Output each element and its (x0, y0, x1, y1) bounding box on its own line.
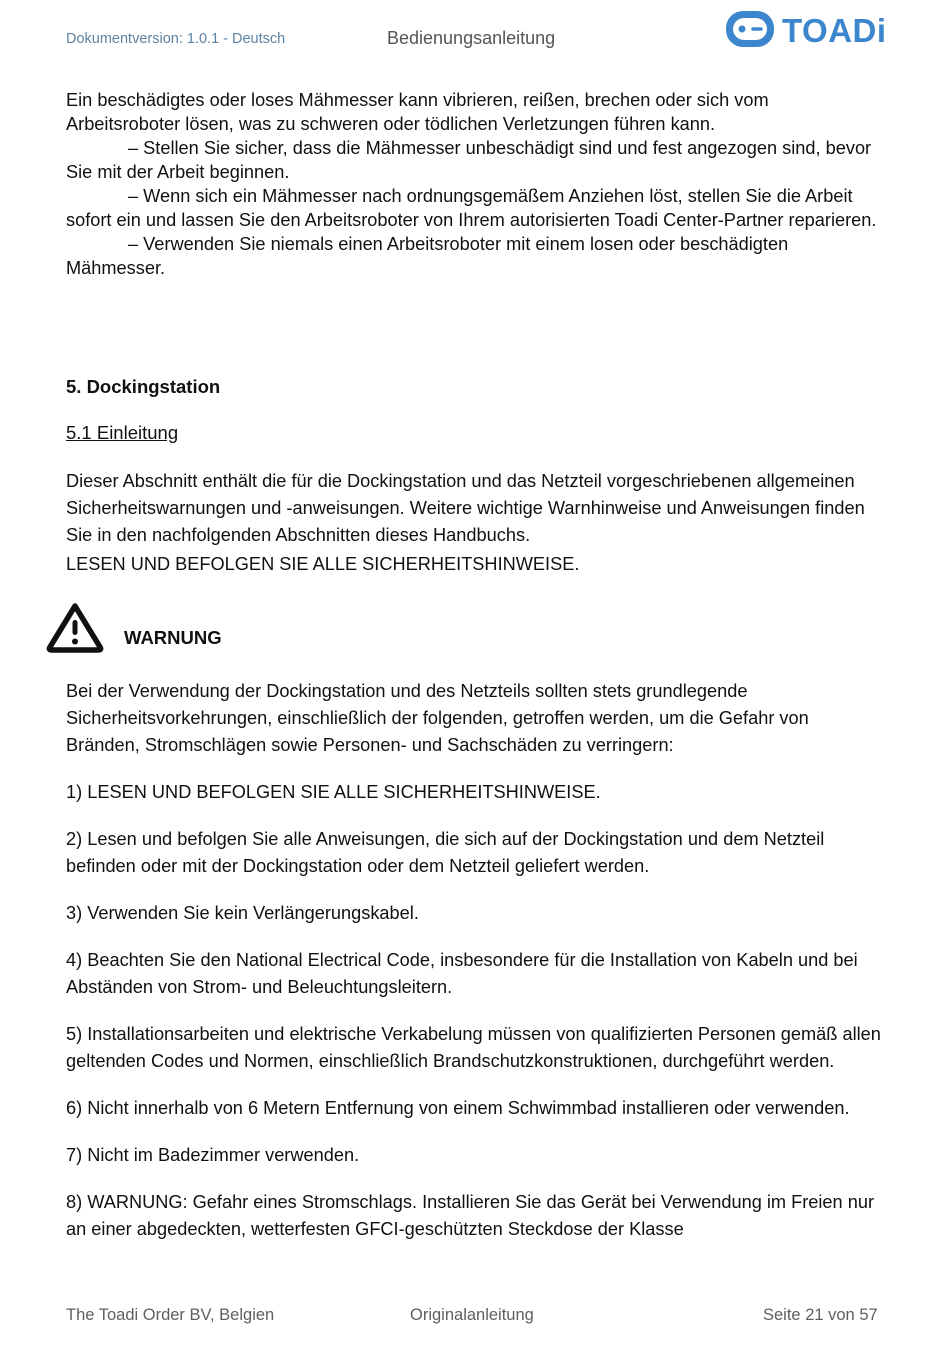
section-intro-text: Dieser Abschnitt enthält die für die Dockingstation und das Netzteil vorgeschriebenen allgemeinen Sicherheitswarnungen und -anweisungen. Weitere wichtige Warnhinweise und Anweisungen finden Sie in den nachfolgenden Abschnitten dieses Handbuchs. (66, 471, 865, 545)
warning-item: 5) Installationsarbeiten und elektrische Verkabelung müssen von qualifizierten Personen gemäß allen geltenden Codes und Normen, einschließlich Brandschutzkonstruktionen, durchgeführt werden. (66, 1024, 881, 1071)
warning-item: 8) WARNUNG: Gefahr eines Stromschlags. Installieren Sie das Gerät bei Verwendung im Freien nur an einer abgedeckten, wetterfesten GFCI-geschützten Steckdose der Klasse (66, 1192, 875, 1239)
warning-item: 7) Nicht im Badezimmer verwenden. (66, 1145, 360, 1165)
subsection-heading: 5.1 Einleitung (66, 422, 179, 443)
blade-intro: Ein beschädigtes oder loses Mähmesser kann vibrieren, reißen, brechen oder sich vom Arbeitsroboter lösen, was zu schweren oder tödlichen Verletzungen führen kann. (66, 90, 769, 134)
warning-item: 1) LESEN UND BEFOLGEN SIE ALLE SICHERHEITSHINWEISE. (66, 782, 601, 802)
blade-item: – Wenn sich ein Mähmesser nach ordnungsgemäßem Anziehen löst, stellen Sie die Arbeit sofort ein und lassen Sie den Arbeitsroboter von Ihrem autorisierten Toadi Center-Partner reparieren. (66, 186, 877, 230)
footer-center: Originalanleitung (410, 1306, 534, 1324)
logo-text: TOADi (782, 12, 887, 49)
header-title: Bedienungsanleitung (387, 28, 556, 48)
warning-item: 4) Beachten Sie den National Electrical Code, insbesondere für die Installation von Kabeln und bei Abständen von Strom- und Beleuchtungsleitern. (66, 950, 858, 997)
blade-item: – Stellen Sie sicher, dass die Mähmesser unbeschädigt sind und fest angezogen sind, bevor Sie mit der Arbeit beginnen. (66, 138, 872, 182)
toadi-logo (724, 7, 887, 51)
section-intro (66, 468, 884, 578)
blade-safety-section (66, 88, 884, 280)
header-version: Dokumentversion: 1.0.1 - Deutsch (66, 31, 286, 47)
warning-body (66, 678, 886, 1263)
warning-intro: Bei der Verwendung der Dockingstation und des Netzteils sollten stets grundlegende Sicherheitsvorkehrungen, einschließlich der folgenden, getroffen werden, um die Gefahr von Bränden, Stromschlägen sowie Personen- und Sachschäden zu verringern: (66, 681, 809, 755)
toadi-logo-icon (724, 7, 776, 51)
warning-triangle-icon (46, 600, 104, 654)
section-intro-caps: LESEN UND BEFOLGEN SIE ALLE SICHERHEITSHINWEISE. (66, 554, 580, 574)
section-heading: 5. Dockingstation (66, 376, 221, 397)
warning-label: WARNUNG (124, 627, 222, 648)
footer-company: The Toadi Order BV, Belgien (66, 1306, 275, 1324)
blade-item: – Verwenden Sie niemals einen Arbeitsroboter mit einem losen oder beschädigten Mähmesser. (66, 234, 789, 278)
warning-item: 6) Nicht innerhalb von 6 Metern Entfernung von einem Schwimmbad installieren oder verwenden. (66, 1098, 850, 1118)
footer-page-number: Seite 21 von 57 (763, 1306, 878, 1324)
warning-item: 2) Lesen und befolgen Sie alle Anweisungen, die sich auf der Dockingstation und dem Netzteil befinden oder mit der Dockingstation oder dem Netzteil geliefert werden. (66, 829, 825, 876)
warning-item: 3) Verwenden Sie kein Verlängerungskabel. (66, 903, 419, 923)
